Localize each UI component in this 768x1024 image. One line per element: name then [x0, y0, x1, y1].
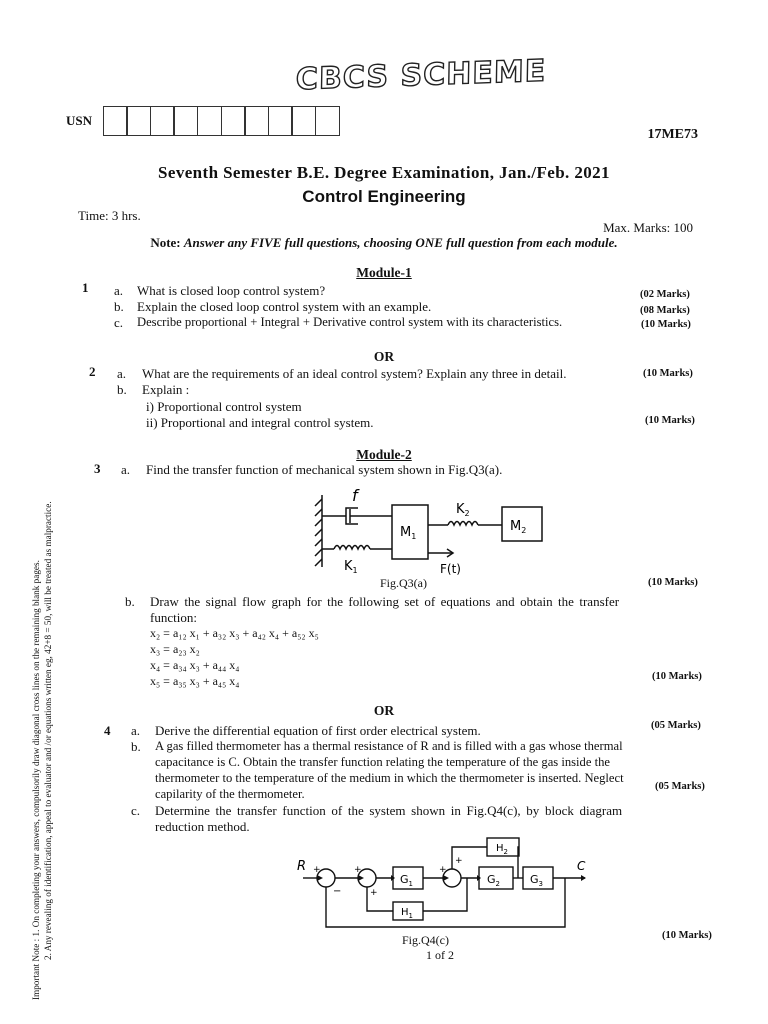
- q2-number: 2: [89, 364, 96, 379]
- k1-subscript: 1: [352, 566, 358, 575]
- q1a-label: a.: [114, 283, 124, 298]
- q1b-marks: (08 Marks): [640, 305, 690, 316]
- g3-subscript: 3: [538, 880, 543, 888]
- q4b-text-line1: A gas filled thermometer has a thermal resistance of R and is filled with a gas whose thermal: [155, 739, 623, 753]
- usn-box: [244, 106, 269, 136]
- g2-subscript: 2: [495, 880, 500, 888]
- k1-label: [344, 559, 358, 575]
- wall-hatching: [315, 499, 322, 566]
- g2-letter: G: [487, 873, 496, 886]
- usn-box: [315, 106, 340, 136]
- sj3-plus-sign: +: [439, 865, 447, 875]
- output-c-label: C: [577, 859, 586, 873]
- side-note-line2: 2. Any revealing of identification, appeal to evaluator and /or equations written eg, 42+8 = 50, will be treated as malpractice.: [43, 501, 53, 960]
- q2b-label: b.: [117, 382, 127, 397]
- q4b-text-line4: capilarity of the thermometer.: [155, 787, 305, 801]
- q1a-text: What is closed loop control system?: [137, 283, 326, 298]
- m1-letter: M: [400, 525, 412, 540]
- fig-q4c-block-diagram: [295, 832, 595, 932]
- q2a-label: a.: [117, 366, 127, 381]
- subject-code: 17ME73: [647, 127, 698, 142]
- q2b-text: Explain :: [142, 382, 190, 397]
- equation-x3: x₃ = a₂₃ x₂: [150, 642, 200, 656]
- k2-label: [456, 502, 470, 518]
- usn-box: [268, 106, 293, 136]
- fig-q3a-mechanical-system: [312, 483, 552, 578]
- usn-box: [197, 106, 222, 136]
- sj2-plus-sign: +: [354, 865, 362, 875]
- or-module2: OR: [373, 703, 395, 718]
- usn-box: [173, 106, 198, 136]
- q1b-label: b.: [114, 299, 124, 314]
- q4a-text: Derive the differential equation of first order electrical system.: [155, 723, 481, 738]
- side-note-line1: Important Note : 1. On completing your answers, compulsorily draw diagonal cross lines on the remaining blank pages.: [31, 560, 41, 1000]
- spring-k1: [322, 546, 392, 550]
- q4c-text-line1: Determine the transfer function of the system shown in Fig.Q4(c), by block diagram: [155, 803, 623, 818]
- equation-x5: x₅ = a₃₅ x₃ + a₄₅ x₄: [150, 674, 240, 688]
- max-marks: Max. Marks: 100: [603, 220, 693, 235]
- m1-subscript: 1: [411, 532, 417, 541]
- q3b-label: b.: [125, 594, 135, 609]
- q3a-label: a.: [121, 462, 131, 477]
- m2-letter: M: [510, 519, 522, 534]
- q1c-marks: (10 Marks): [641, 319, 691, 330]
- usn-box: [221, 106, 246, 136]
- input-r-label: R: [297, 859, 307, 874]
- h1-letter: H: [401, 907, 409, 918]
- force-label: F(t): [440, 562, 461, 576]
- k1-letter: K: [344, 559, 353, 574]
- q1a-marks: (02 Marks): [640, 289, 690, 300]
- damper-f: [322, 508, 392, 524]
- h2-subscript: 2: [503, 848, 508, 856]
- usn-label: USN: [66, 113, 93, 128]
- q4-number: 4: [104, 723, 111, 738]
- q2a-marks: (10 Marks): [643, 368, 693, 379]
- damper-label-f: f: [352, 486, 358, 505]
- q4c-label: c.: [131, 803, 141, 818]
- module1-heading: Module-1: [356, 265, 412, 280]
- spring-k2: [428, 522, 502, 526]
- instructions-note: [0, 235, 768, 251]
- q2a-text: What are the requirements of an ideal control system? Explain any three in detail.: [142, 366, 567, 381]
- q4c-marks: (10 Marks): [662, 930, 712, 941]
- sj1-plus-sign: +: [313, 865, 321, 875]
- q3a-marks: (10 Marks): [648, 577, 698, 588]
- q3b-marks: (10 Marks): [652, 671, 702, 682]
- q1c-text: Describe proportional + Integral + Derivative control system with its characteristics.: [137, 315, 563, 329]
- g1-letter: G: [400, 873, 409, 886]
- h2-label: [496, 843, 508, 856]
- usn-box: [126, 106, 151, 136]
- exam-title: Seventh Semester B.E. Degree Examination, Jan./Feb. 2021: [158, 163, 610, 182]
- k2-letter: K: [456, 502, 465, 517]
- q4a-label: a.: [131, 723, 141, 738]
- note-label: Note:: [150, 235, 181, 250]
- or-module1: OR: [373, 349, 395, 364]
- q1c-label: c.: [114, 315, 124, 330]
- fig-q3a-caption: Fig.Q3(a): [380, 576, 427, 590]
- q3b-text-line1: Draw the signal flow graph for the following set of equations and obtain the transfer: [150, 594, 620, 609]
- q4b-label: b.: [131, 739, 141, 754]
- usn-box: [150, 106, 175, 136]
- equation-x4: x₄ = a₃₄ x₃ + a₄₄ x₄: [150, 658, 240, 672]
- module2-heading: Module-2: [356, 447, 412, 462]
- sj3-plus-sign-top: +: [455, 856, 463, 866]
- sj1-minus-sign: −: [333, 886, 342, 897]
- q2b-marks: (10 Marks): [645, 415, 695, 426]
- q3a-text: Find the transfer function of mechanical system shown in Fig.Q3(a).: [146, 462, 503, 477]
- g1-subscript: 1: [408, 880, 413, 888]
- h2-letter: H: [496, 843, 504, 854]
- m2-subscript: 2: [521, 526, 527, 535]
- q4b-marks: (05 Marks): [655, 781, 705, 792]
- m1-label: [400, 525, 416, 541]
- g3-letter: G: [530, 873, 539, 886]
- q2b-item-i: i) Proportional control system: [146, 399, 302, 414]
- q4b-text-line3: thermometer to the temperature of the medium in which the thermometer is inserted. Neglect: [155, 771, 624, 785]
- q1-number: 1: [82, 280, 89, 295]
- h1-subscript: 1: [408, 912, 413, 920]
- m2-label: [510, 519, 526, 535]
- q1b-text: Explain the closed loop control system with an example.: [137, 299, 432, 314]
- mass-m2: [502, 507, 542, 541]
- g1-label: [400, 873, 413, 888]
- q3-number: 3: [94, 461, 101, 476]
- fig-q4c-caption: Fig.Q4(c): [402, 933, 449, 947]
- g2-label: [487, 873, 500, 888]
- g3-label: [530, 873, 543, 888]
- h1-label: [401, 907, 413, 920]
- cbcs-scheme-logo: CBCS SCHEME: [295, 53, 547, 98]
- q4b-text-line2: capacitance is C. Obtain the transfer function relating the temperature of the gas inside the: [155, 755, 610, 769]
- subject-title: Control Engineering: [302, 187, 466, 206]
- equation-x2: x₂ = a₁₂ x₁ + a₃₂ x₃ + a₄₂ x₄ + a₅₂ x₅: [150, 626, 319, 640]
- q4a-marks: (05 Marks): [651, 720, 701, 731]
- sj2-plus-sign-bottom: +: [370, 888, 378, 898]
- page-number: 1 of 2: [426, 948, 454, 962]
- time-allowed: Time: 3 hrs.: [78, 208, 141, 223]
- note-text: Answer any FIVE full questions, choosing ONE full question from each module.: [183, 235, 618, 250]
- usn-box: [103, 106, 128, 136]
- usn-boxes: [104, 106, 340, 136]
- q4c-text-line2: reduction method.: [155, 819, 250, 834]
- q2b-item-ii: ii) Proportional and integral control system.: [146, 415, 374, 430]
- usn-box: [291, 106, 316, 136]
- q3b-text-line2: function:: [150, 610, 197, 625]
- k2-subscript: 2: [464, 509, 470, 518]
